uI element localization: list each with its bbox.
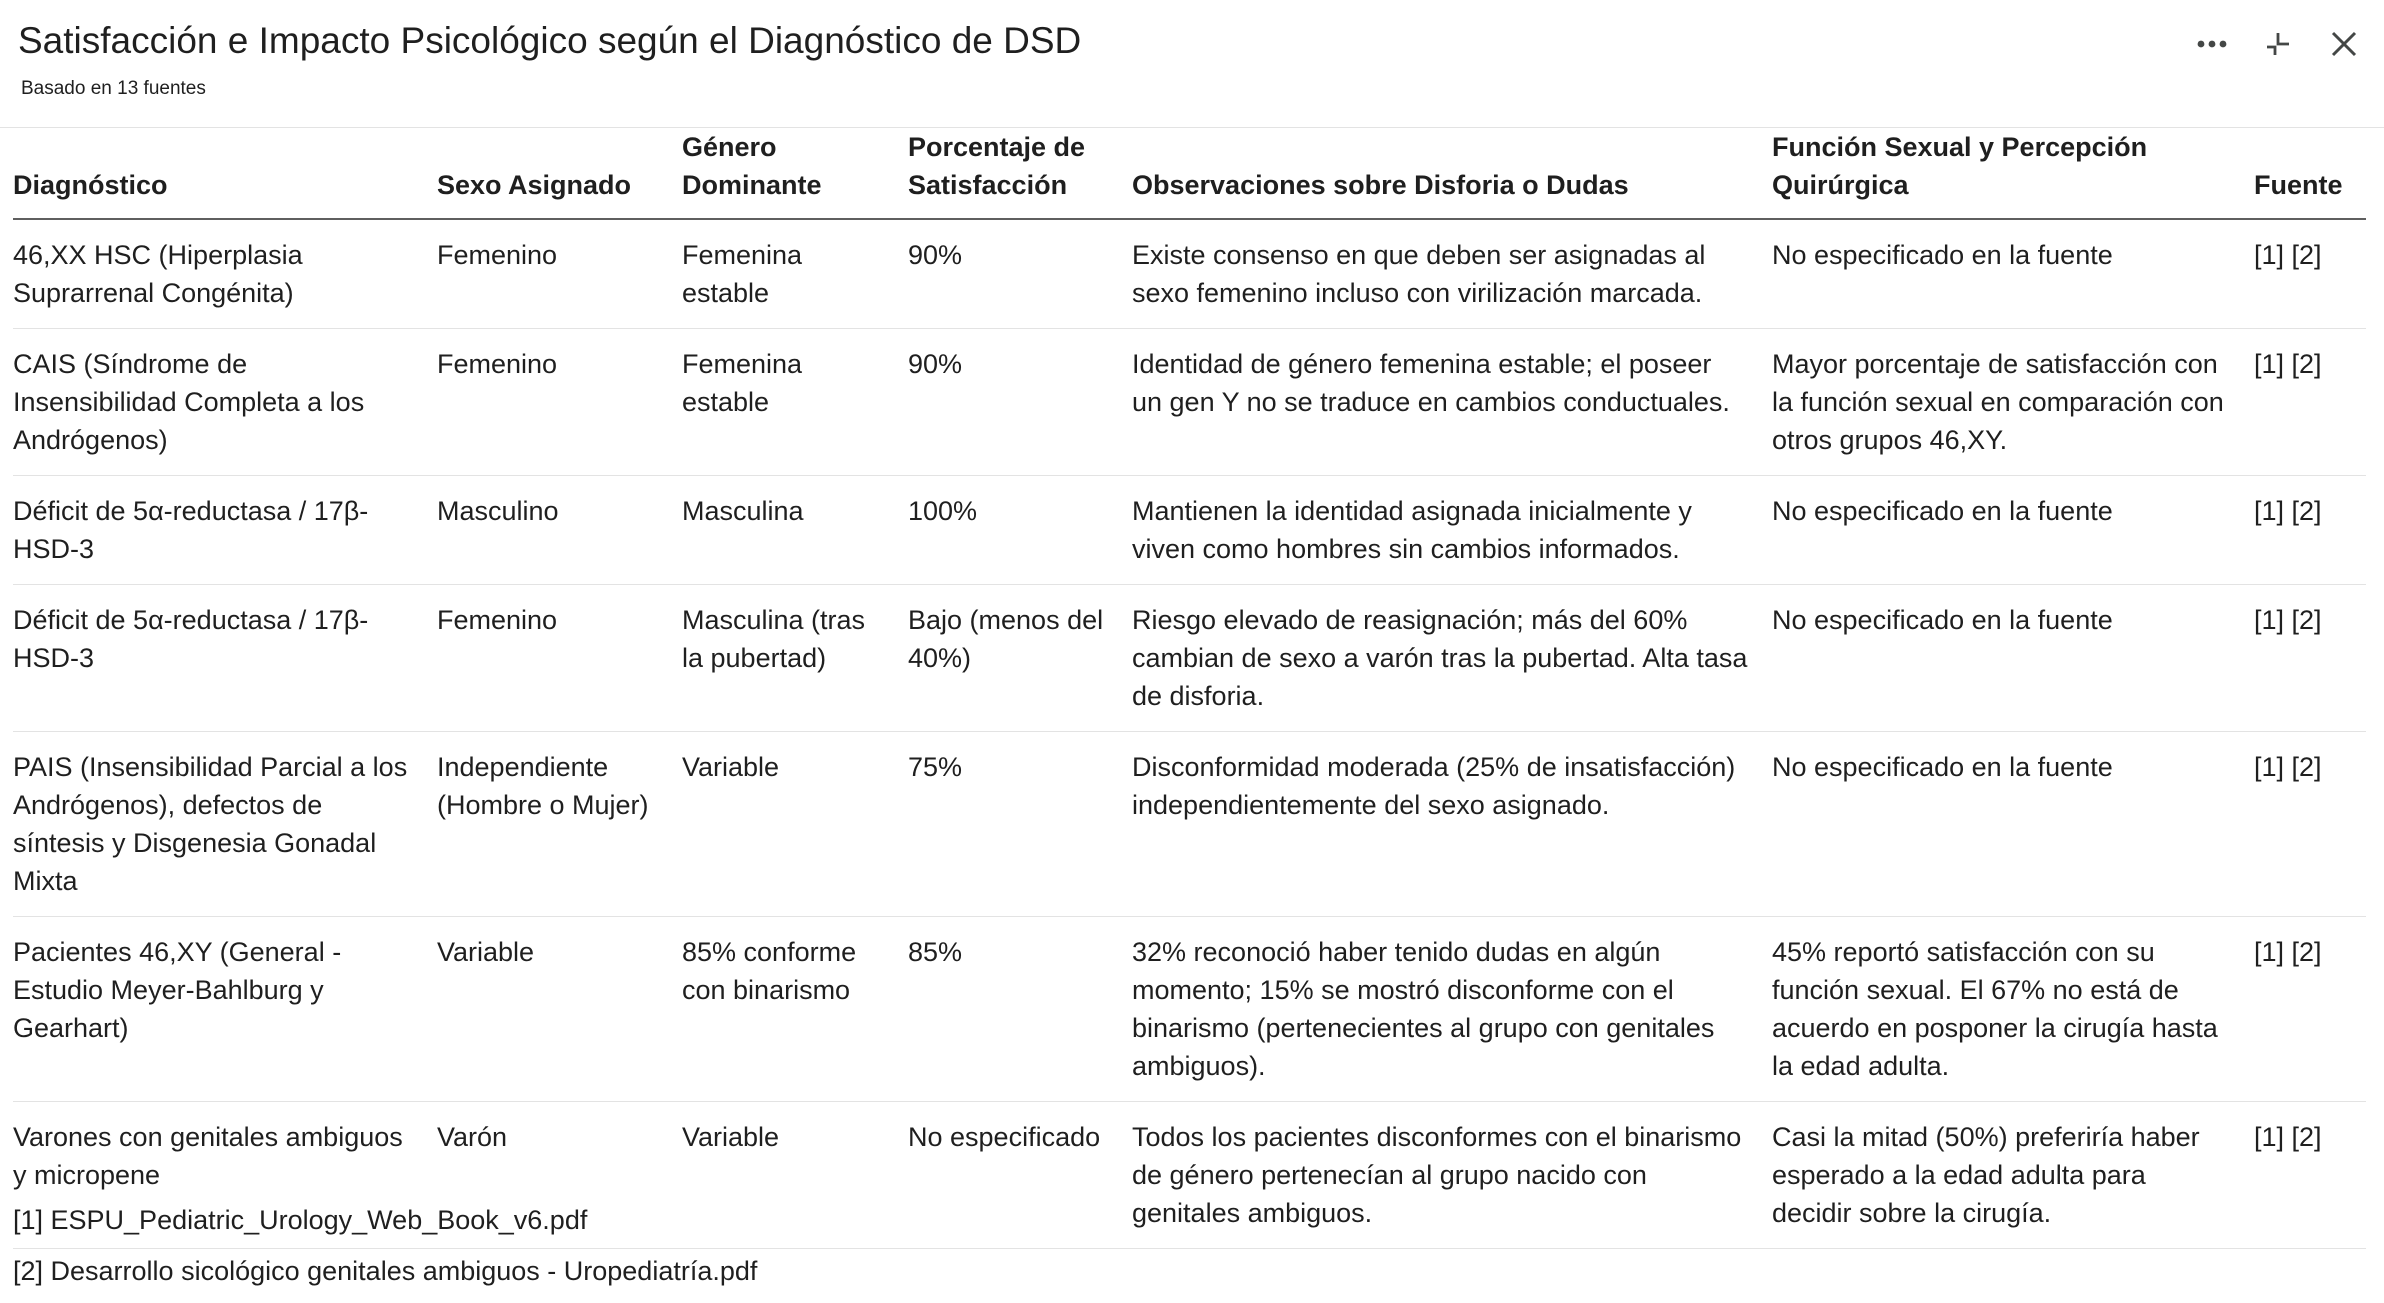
column-header[interactable]: Observaciones sobre Disforia o Dudas [1132,128,1772,219]
cell-funcion: No especificado en la fuente [1772,219,2254,329]
cell-porcentaje: 90% [908,219,1132,329]
cell-diagnostico: Déficit de 5α-reductasa / 17β-HSD-3 [13,476,437,585]
column-header[interactable]: Género Dominante [682,128,908,219]
cell-porcentaje: 90% [908,329,1132,476]
footnotes [13,1201,757,1303]
column-header[interactable]: Porcentaje de Satisfacción [908,128,1132,219]
column-header[interactable]: Sexo Asignado [437,128,682,219]
cell-sexo: Varón [437,1102,682,1249]
page-title: Satisfacción e Impacto Psicológico según el Diagnóstico de DSD [18,20,1082,61]
cell-sexo: Masculino [437,476,682,585]
cell-genero: Femenina estable [682,219,908,329]
cell-observaciones: Disconformidad moderada (25% de insatisfacción) independientemente del sexo asignado. [1132,732,1772,917]
cell-funcion: No especificado en la fuente [1772,585,2254,732]
cell-porcentaje: Bajo (menos del 40%) [908,585,1132,732]
column-header[interactable]: Diagnóstico [13,128,437,219]
cell-funcion: 45% reportó satisfacción con su función sexual. El 67% no está de acuerdo en posponer la cirugía hasta la edad adulta. [1772,917,2254,1102]
cell-fuente[interactable]: [1] [2] [2254,917,2366,1102]
cell-sexo: Variable [437,917,682,1102]
cell-observaciones: Mantienen la identidad asignada inicialmente y viven como hombres sin cambios informados. [1132,476,1772,585]
cell-diagnostico: PAIS (Insensibilidad Parcial a los Andrógenos), defectos de síntesis y Disgenesia Gonadal Mixta [13,732,437,917]
cell-porcentaje: 100% [908,476,1132,585]
cell-sexo: Independiente (Hombre o Mujer) [437,732,682,917]
collapse-button[interactable] [2256,22,2300,66]
sources-count: Basado en 13 fuentes [21,78,206,99]
more-options-button[interactable] [2190,22,2234,66]
cell-fuente[interactable]: [1] [2] [2254,585,2366,732]
table-header-row [13,128,2366,219]
cell-observaciones: 32% reconoció haber tenido dudas en algún momento; 15% se mostró disconforme con el binarismo (pertenecientes al grupo con genitales ambiguos). [1132,917,1772,1102]
close-icon [2331,31,2357,57]
dsd-table [13,128,2366,1249]
header-actions [2190,22,2366,66]
footnote-source[interactable]: [1] ESPU_Pediatric_Urology_Web_Book_v6.pdf [13,1205,588,1235]
cell-observaciones: Riesgo elevado de reasignación; más del 60% cambian de sexo a varón tras la pubertad. Alta tasa de disforia. [1132,585,1772,732]
footnote-source[interactable]: [2] Desarrollo sicológico genitales ambiguos - Uropediatría.pdf [13,1256,758,1286]
close-button[interactable] [2322,22,2366,66]
cell-genero: Femenina estable [682,329,908,476]
table-row [13,585,2366,732]
cell-funcion: No especificado en la fuente [1772,476,2254,585]
cell-porcentaje: 75% [908,732,1132,917]
cell-fuente[interactable]: [1] [2] [2254,329,2366,476]
cell-sexo: Femenino [437,329,682,476]
cell-funcion: Mayor porcentaje de satisfacción con la función sexual en comparación con otros grupos 46,XY. [1772,329,2254,476]
cell-funcion: No especificado en la fuente [1772,732,2254,917]
column-header[interactable]: Fuente [2254,128,2366,219]
cell-diagnostico: 46,XX HSC (Hiperplasia Suprarrenal Congénita) [13,219,437,329]
table-row [13,732,2366,917]
cell-sexo: Femenino [437,585,682,732]
table-row [13,476,2366,585]
cell-genero: Variable [682,1102,908,1249]
table-row [13,917,2366,1102]
table-row [13,219,2366,329]
cell-porcentaje: 85% [908,917,1132,1102]
cell-funcion: Casi la mitad (50%) preferiría haber esperado a la edad adulta para decidir sobre la cirugía. [1772,1102,2254,1249]
cell-genero: 85% conforme con binarismo [682,917,908,1102]
cell-diagnostico: CAIS (Síndrome de Insensibilidad Completa a los Andrógenos) [13,329,437,476]
table-row [13,329,2366,476]
cell-fuente[interactable]: [1] [2] [2254,732,2366,917]
cell-sexo: Femenino [437,219,682,329]
cell-diagnostico: Déficit de 5α-reductasa / 17β-HSD-3 [13,585,437,732]
cell-observaciones: Existe consenso en que deben ser asignadas al sexo femenino incluso con virilización marcada. [1132,219,1772,329]
more-horizontal-icon [2197,39,2227,49]
cell-porcentaje: No especificado [908,1102,1132,1249]
table-container [13,128,2366,1249]
cell-genero: Masculina (tras la pubertad) [682,585,908,732]
cell-diagnostico: Pacientes 46,XY (General - Estudio Meyer-Bahlburg y Gearhart) [13,917,437,1102]
cell-observaciones: Todos los pacientes disconformes con el binarismo de género pertenecían al grupo nacido con genitales ambiguos. [1132,1102,1772,1249]
cell-fuente[interactable]: [1] [2] [2254,1102,2366,1249]
panel-header [0,0,2384,128]
cell-observaciones: Identidad de género femenina estable; el poseer un gen Y no se traduce en cambios conductuales. [1132,329,1772,476]
cell-fuente[interactable]: [1] [2] [2254,219,2366,329]
cell-genero: Masculina [682,476,908,585]
column-header[interactable]: Función Sexual y Percepción Quirúrgica [1772,128,2254,219]
cell-fuente[interactable]: [1] [2] [2254,476,2366,585]
collapse-icon [2265,31,2291,57]
cell-genero: Variable [682,732,908,917]
cell-diagnostico: Varones con genitales ambiguos y micropene [13,1102,437,1249]
